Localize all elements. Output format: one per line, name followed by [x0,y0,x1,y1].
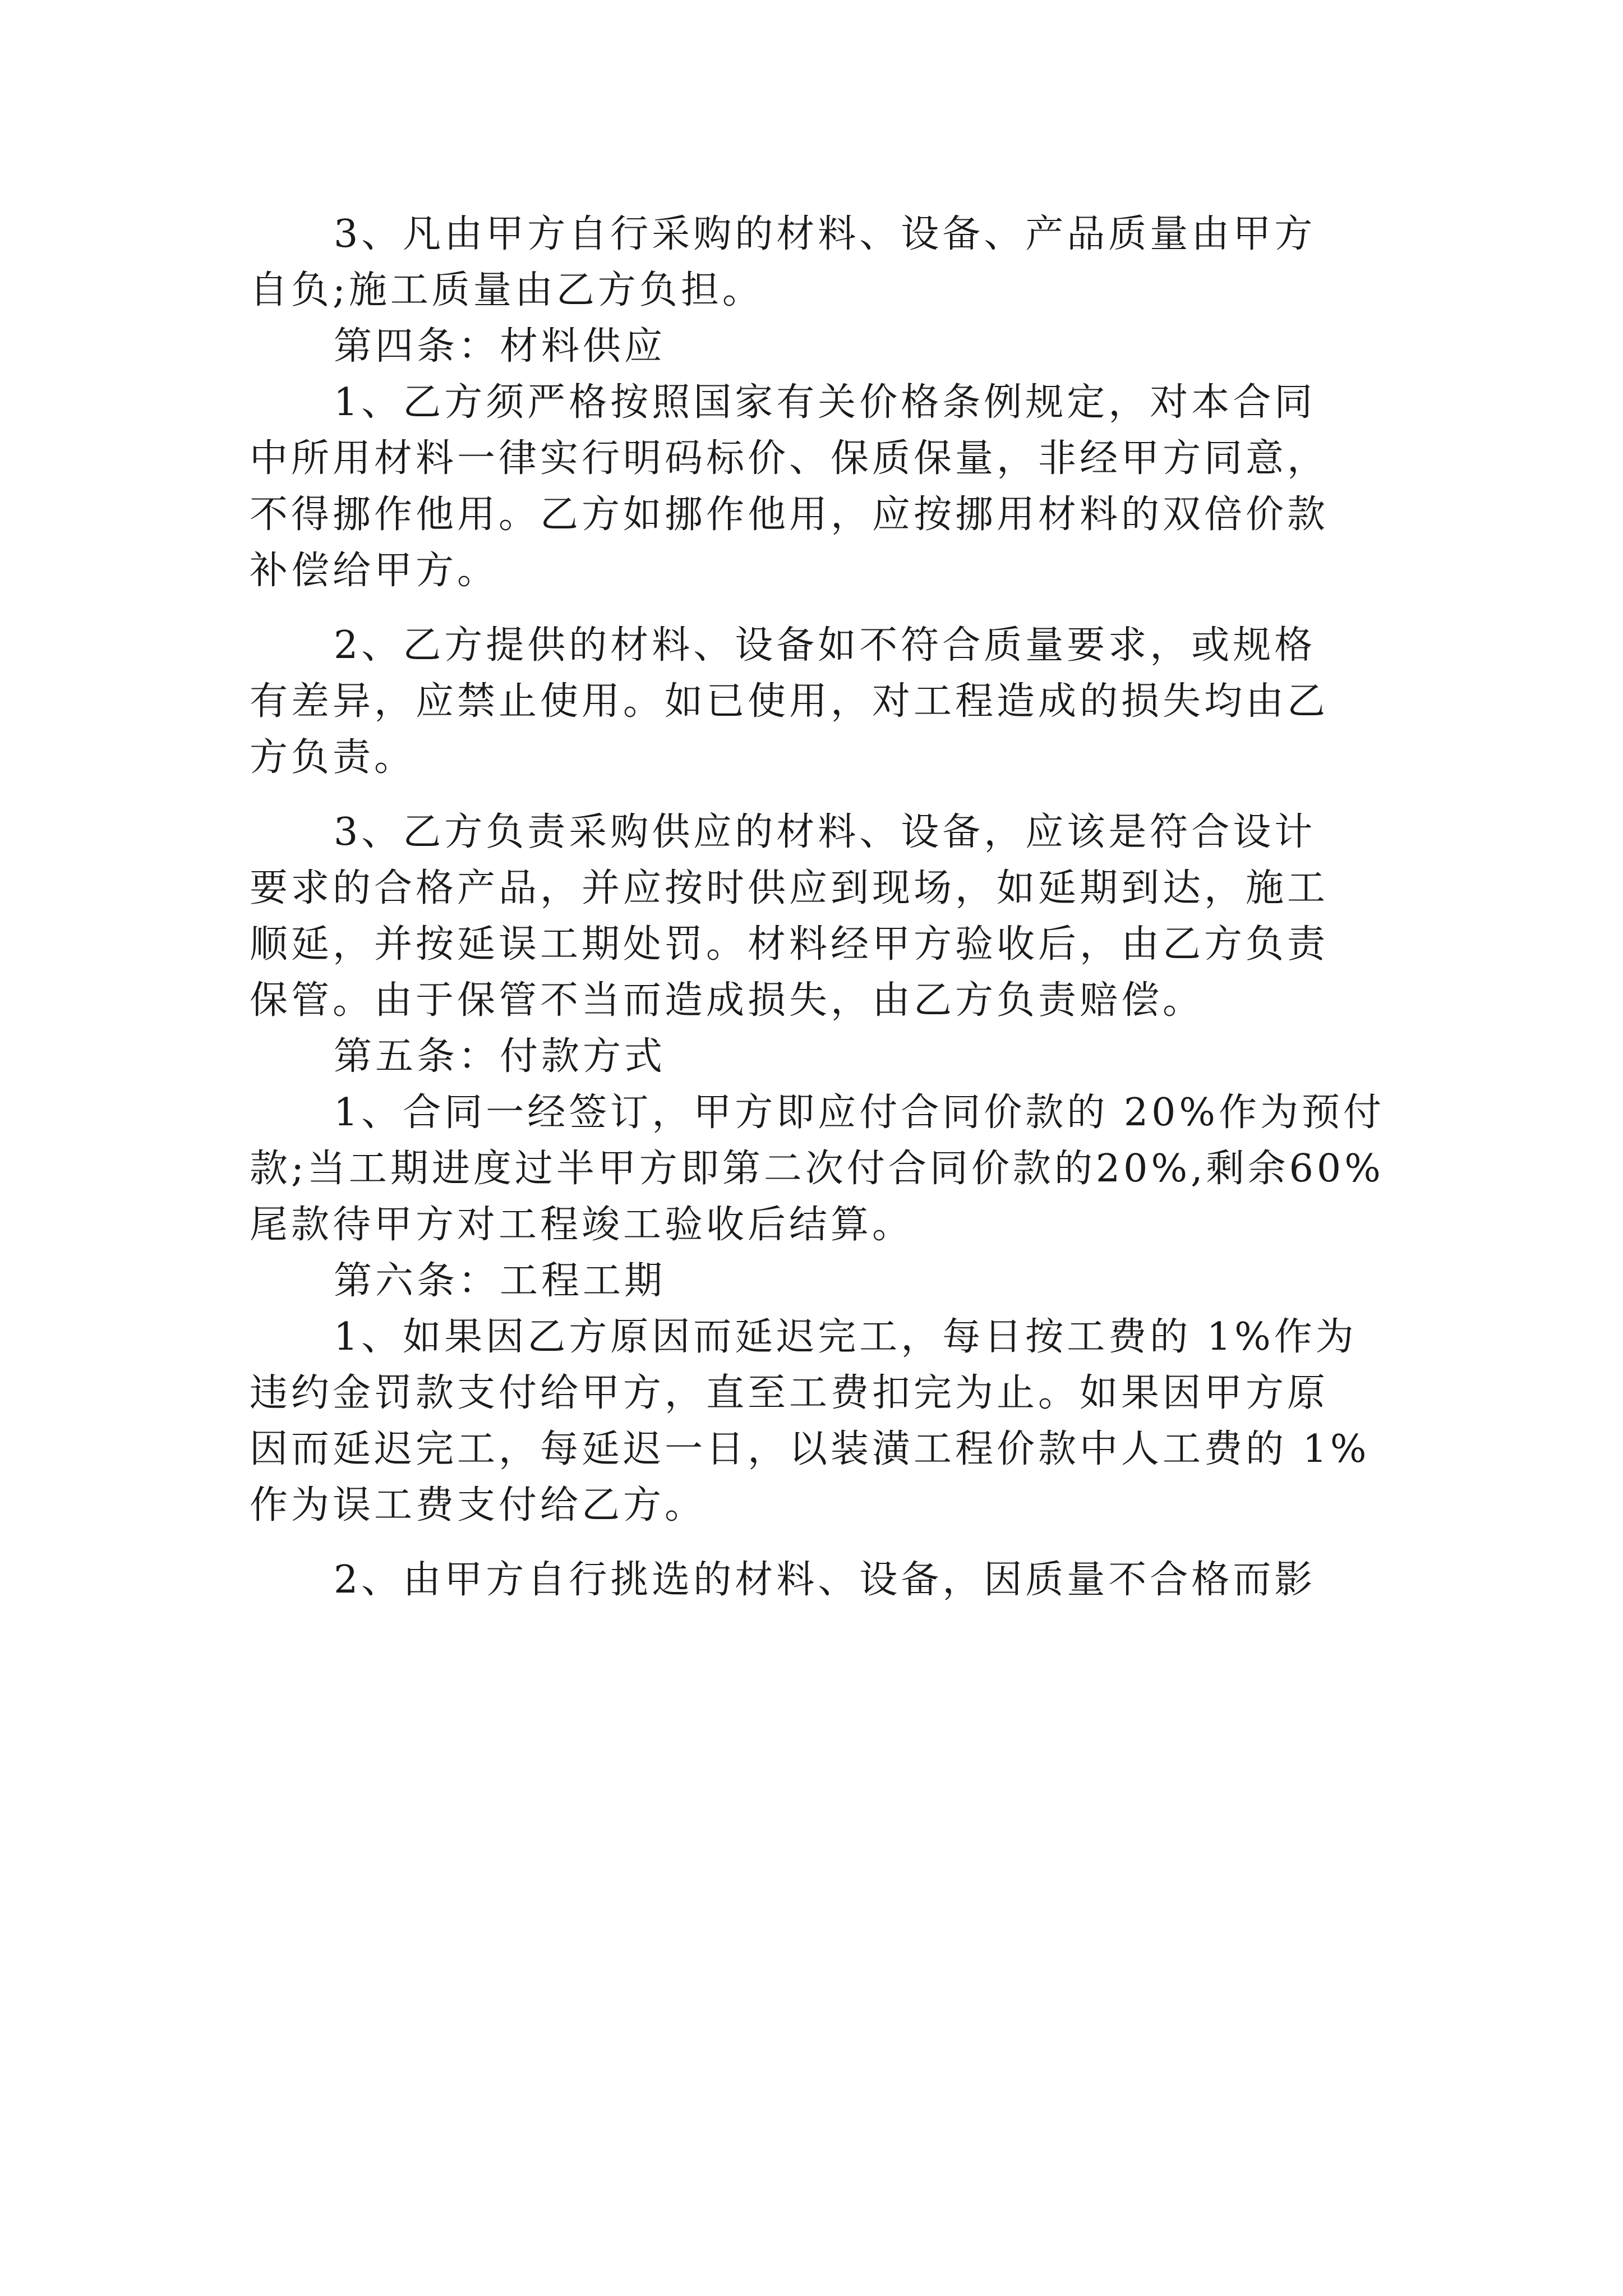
text-line: 方负责。 [250,735,416,780]
text-line: 尾款待甲方对工程竣工验收后结算。 [250,1203,914,1247]
text-line: 因而延迟完工，每延迟一日，以装潢工程价款中人工费的 1% [250,1427,1370,1471]
text-line: 1、如果因乙方原因而延迟完工，每日按工费的 1%作为 [334,1315,1357,1359]
text-line: 2、由甲方自行挑选的材料、设备，因质量不合格而影 [334,1558,1316,1602]
section-heading: 第五条：付款方式 [334,1034,666,1079]
text-line: 作为误工费支付给乙方。 [250,1483,707,1527]
text-line: 自负;施工质量由乙方负担。 [250,268,764,312]
document-body [250,206,1394,1608]
text-line: 中所用材料一律实行明码标价、保质保量，非经甲方同意， [250,436,1329,481]
text-line: 违约金罚款支付给甲方，直至工费扣完为止。如果因甲方原 [250,1371,1329,1415]
section-heading: 第四条：材料供应 [334,324,666,369]
text-line: 款;当工期进度过半甲方即第二次付合同价款的20%,剩余60% [250,1147,1384,1191]
text-line: 2、乙方提供的材料、设备如不符合质量要求，或规格 [334,623,1316,668]
text-line: 3、乙方负责采购供应的材料、设备，应该是符合设计 [334,810,1316,854]
text-line: 顺延，并按延误工期处罚。材料经甲方验收后，由乙方负责 [250,922,1329,967]
text-line: 有差异，应禁止使用。如已使用，对工程造成的损失均由乙 [250,679,1329,724]
text-line: 1、合同一经签订，甲方即应付合同价款的 20%作为预付 [334,1091,1385,1135]
text-line: 补偿给甲方。 [250,549,499,593]
text-line: 不得挪作他用。乙方如挪作他用，应按挪用材料的双倍价款 [250,493,1329,537]
section-heading: 第六条：工程工期 [334,1259,666,1303]
text-line: 3、凡由甲方自行采购的材料、设备、产品质量由甲方 [334,212,1316,256]
text-line: 保管。由于保管不当而造成损失，由乙方负责赔偿。 [250,978,1205,1023]
text-line: 要求的合格产品，并应按时供应到现场，如延期到达，施工 [250,866,1329,910]
text-line: 1、乙方须严格按照国家有关价格条例规定，对本合同 [334,380,1316,425]
